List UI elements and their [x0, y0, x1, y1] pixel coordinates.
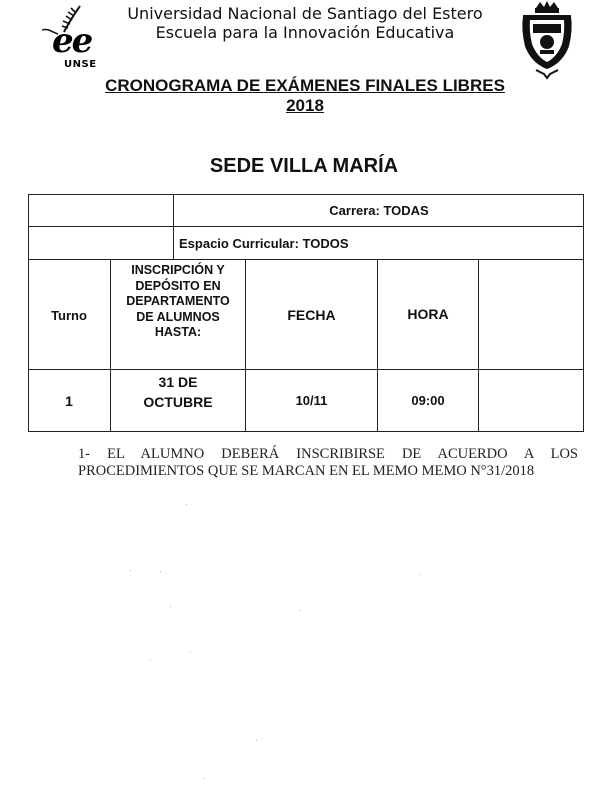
institution-name: Universidad Nacional de Santiago del Estero [127, 4, 483, 23]
row-divider [28, 369, 584, 370]
row-turno: 1 [65, 393, 73, 409]
logo-mark: ee [52, 21, 92, 61]
header-inscripcion-line: DEPÓSITO EN [135, 278, 221, 293]
note-line-2: PROCEDIMIENTOS QUE SE MARCAN EN EL MEMO MEMO N°31/2018 [78, 463, 535, 479]
school-name: Escuela para la Innovación Educativa [155, 23, 455, 42]
row-fecha: 10/11 [295, 393, 328, 408]
logo-caption: UNSE [64, 59, 97, 70]
header-inscripcion-line: DE ALUMNOS [136, 309, 220, 324]
header-inscripcion-line: DEPARTAMENTO [126, 294, 230, 308]
sede-heading: SEDE VILLA MARÍA [209, 155, 399, 177]
row-divider [28, 226, 584, 227]
header-inscripcion-line: HASTA: [154, 325, 202, 339]
row-divider [28, 259, 584, 260]
row-hora: 09:00 [411, 393, 445, 408]
header-inscripcion-line: INSCRIPCIÓN Y [131, 263, 225, 277]
header-turno: Turno [51, 308, 87, 323]
carrera-cell: Carrera: TODAS [329, 203, 429, 218]
procedure-note [78, 446, 578, 480]
header-hora: HORA [407, 306, 449, 322]
header-inscripcion [111, 263, 245, 341]
row-inscripcion [111, 372, 245, 412]
row-inscripcion-line: OCTUBRE [143, 394, 213, 410]
row-inscripcion-line: 31 DE [158, 374, 198, 390]
espacio-cell: Espacio Curricular: TODOS [179, 236, 349, 251]
column-divider [478, 259, 479, 432]
note-line-1: 1- EL ALUMNO DEBERÁ INSCRIBIRSE DE ACUERDO A LOS [78, 446, 578, 462]
document-title: CRONOGRAMA DE EXÁMENES FINALES LIBRES 2018 [105, 76, 505, 115]
exam-schedule-table [28, 194, 584, 432]
header-fecha: FECHA [287, 307, 336, 323]
coat-of-arms-icon [516, 0, 578, 80]
